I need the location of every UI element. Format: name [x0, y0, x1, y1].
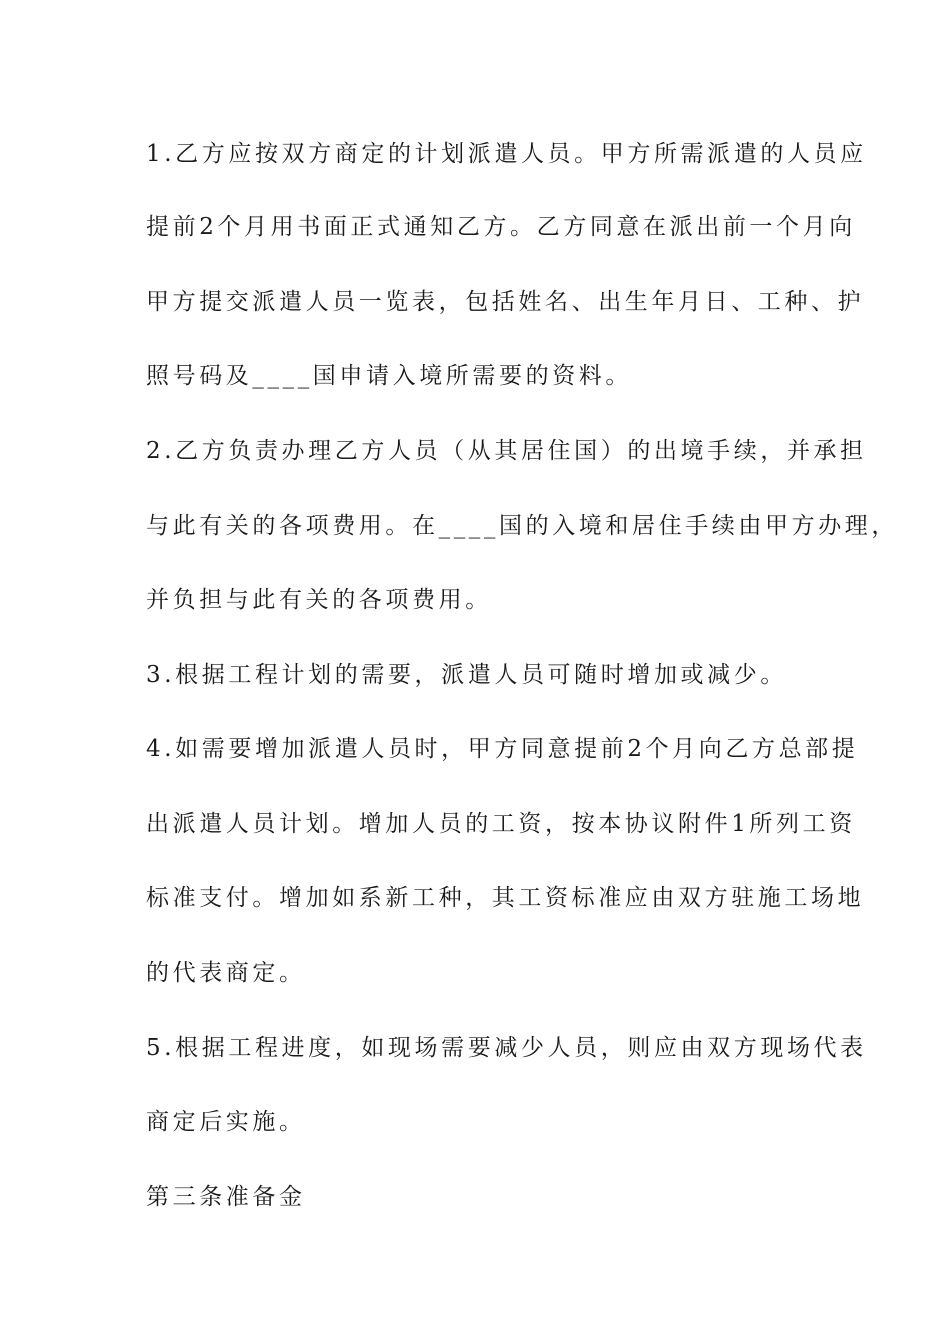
paragraph-4-line-2: 出派遣人员计划。增加人员的工资，按本协议附件1所列工资: [146, 811, 856, 837]
paragraph-3-line-1: 3.根据工程计划的需要，派遣人员可随时增加或减少。: [146, 662, 787, 688]
paragraph-5-line-2: 商定后实施。: [146, 1109, 306, 1135]
paragraph-1-line-1: 1.乙方应按双方商定的计划派遣人员。甲方所需派遣的人员应: [146, 141, 867, 167]
paragraph-2-line-2: 与此有关的各项费用。在____国的入境和居住手续由甲方办理，: [146, 513, 898, 539]
paragraph-4-line-3: 标准支付。增加如系新工种，其工资标准应由双方驻施工场地: [146, 885, 865, 911]
section-heading: 第三条准备金: [146, 1184, 306, 1210]
paragraph-2-line-3: 并负担与此有关的各项费用。: [146, 587, 492, 613]
paragraph-1-line-3: 甲方提交派遣人员一览表，包括姓名、出生年月日、工种、护: [146, 289, 865, 315]
paragraph-1-line-4: 照号码及____国申请入境所需要的资料。: [146, 363, 632, 389]
paragraph-4-line-4: 的代表商定。: [146, 960, 306, 986]
paragraph-2-line-1: 2.乙方负责办理乙方人员（从其居住国）的出境手续，并承担: [146, 438, 867, 464]
paragraph-5-line-1: 5.根据工程进度，如现场需要减少人员，则应由双方现场代表: [146, 1035, 867, 1061]
paragraph-1-line-2: 提前2个月用书面正式通知乙方。乙方同意在派出前一个月向: [146, 214, 856, 240]
paragraph-4-line-1: 4.如需要增加派遣人员时，甲方同意提前2个月向乙方总部提: [146, 736, 859, 762]
